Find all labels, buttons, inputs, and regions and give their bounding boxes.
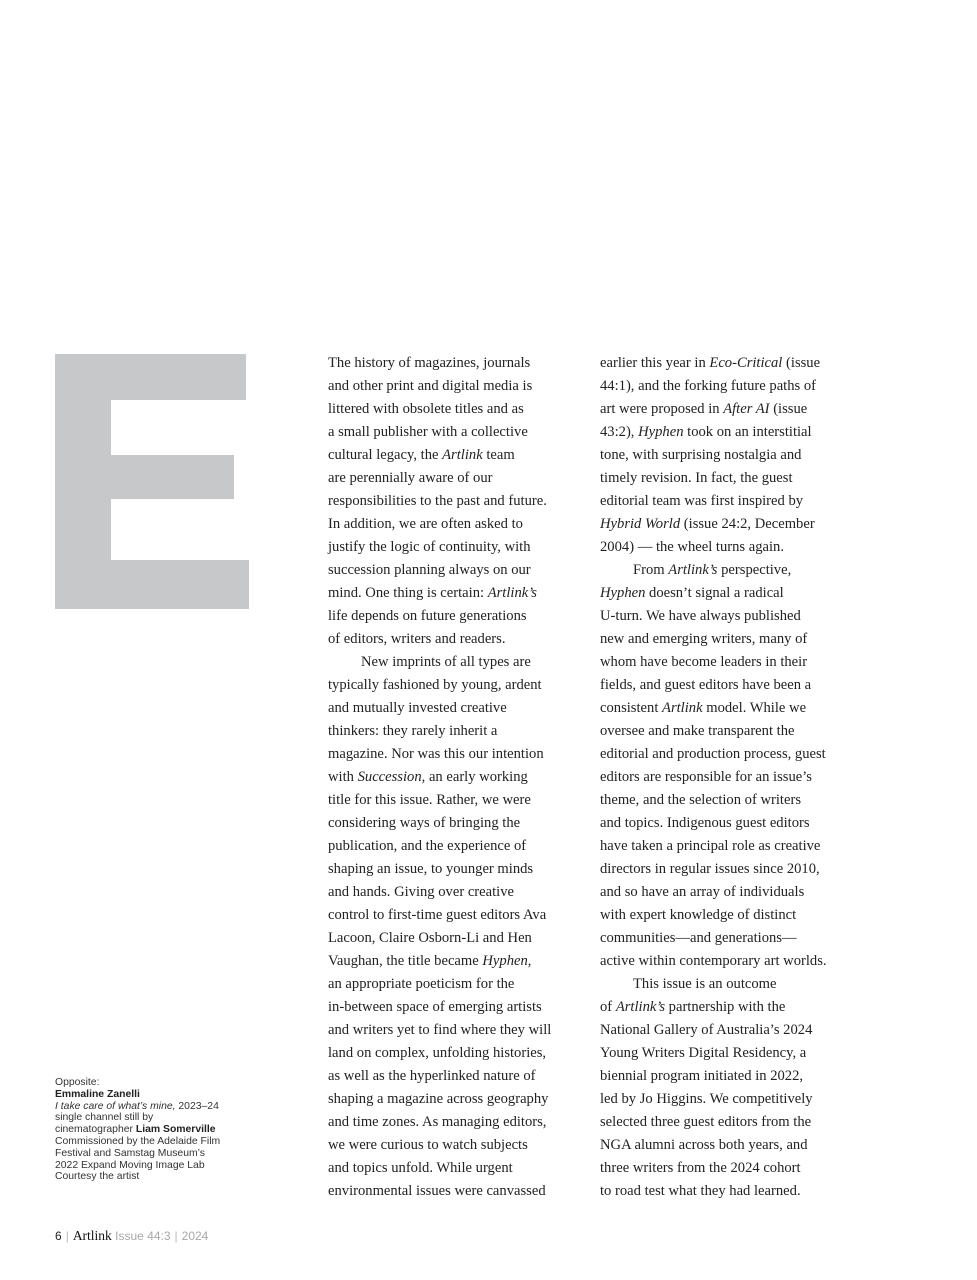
- text-run: 43:2),: [600, 424, 639, 440]
- text-run: have taken a principal role as creative: [600, 838, 821, 854]
- text-line: [328, 605, 586, 628]
- text-line: [55, 1089, 255, 1101]
- text-run: In addition, we are often asked to: [328, 516, 523, 532]
- text-line: [600, 1065, 862, 1088]
- text-run: earlier this year in: [600, 355, 710, 371]
- footer-separator: |: [65, 1229, 69, 1243]
- text-line: [328, 1019, 586, 1042]
- body-column-1: [328, 352, 586, 1203]
- text-run: publication, and the experience of: [328, 838, 527, 854]
- text-line: [600, 996, 862, 1019]
- text-run: The history of magazines, journals: [328, 355, 531, 371]
- text-line: [600, 904, 862, 927]
- text-run: communities—and generations—: [600, 930, 797, 946]
- text-line: [328, 352, 586, 375]
- text-line: [328, 1157, 586, 1180]
- text-line: [328, 1134, 586, 1157]
- text-line: [328, 513, 586, 536]
- text-line: [328, 743, 586, 766]
- italic-text: Artlink’s: [668, 562, 718, 578]
- text-line: [328, 1088, 586, 1111]
- text-run: This issue is an outcome: [633, 976, 777, 992]
- text-line: [328, 1042, 586, 1065]
- text-line: [600, 536, 862, 559]
- image-caption: [55, 1077, 255, 1183]
- text-line: [600, 398, 862, 421]
- text-line: [600, 927, 862, 950]
- text-run: Commissioned by the Adelaide Film: [55, 1135, 221, 1147]
- text-line: [55, 1171, 255, 1183]
- text-line: [328, 1065, 586, 1088]
- text-run: partnership with the: [665, 999, 786, 1015]
- bold-text: Liam Somerville: [135, 1124, 216, 1136]
- text-run: From: [633, 562, 669, 578]
- drop-cap-e-shape: [55, 354, 249, 609]
- text-run: and other print and digital media is: [328, 378, 533, 394]
- italic-text: Artlink: [442, 447, 483, 463]
- text-run: with: [328, 769, 358, 785]
- text-run: are perennially aware of our: [328, 470, 493, 486]
- text-line: [55, 1077, 255, 1089]
- text-line: [600, 582, 862, 605]
- text-run: perspective,: [717, 562, 792, 578]
- text-run: Young Writers Digital Residency, a: [600, 1045, 807, 1061]
- text-run: an appropriate poeticism for the: [328, 976, 515, 992]
- text-line: [600, 444, 862, 467]
- text-run: in-between space of emerging artists: [328, 999, 542, 1015]
- text-run: and topics unfold. While urgent: [328, 1160, 513, 1176]
- text-line: [328, 789, 586, 812]
- text-run: to road test what they had learned.: [600, 1183, 801, 1199]
- italic-text: I take care of what’s mine,: [55, 1100, 176, 1112]
- text-line: [55, 1136, 255, 1148]
- bold-text: Emmaline Zanelli: [55, 1088, 140, 1100]
- text-line: [55, 1160, 255, 1172]
- text-line: [328, 904, 586, 927]
- text-run: timely revision. In fact, the guest: [600, 470, 793, 486]
- text-line: [328, 950, 586, 973]
- text-line: [600, 697, 862, 720]
- text-line: [328, 835, 586, 858]
- text-line: [600, 1111, 862, 1134]
- text-line: [600, 375, 862, 398]
- text-line: [600, 421, 862, 444]
- text-run: shaping a magazine across geography: [328, 1091, 549, 1107]
- publication-name: Artlink: [72, 1228, 112, 1243]
- text-run: 2023–24: [175, 1100, 219, 1112]
- text-line: [328, 766, 586, 789]
- text-run: NGA alumni across both years, and: [600, 1137, 808, 1153]
- text-run: directors in regular issues since 2010,: [600, 861, 820, 877]
- text-run: tone, with surprising nostalgia and: [600, 447, 802, 463]
- text-run: and writers yet to find where they will: [328, 1022, 552, 1038]
- text-run: 2022 Expand Moving Image Lab: [55, 1159, 205, 1171]
- text-run: life depends on future generations: [328, 608, 527, 624]
- page-footer: [55, 1228, 208, 1244]
- text-line: [328, 858, 586, 881]
- text-run: Vaughan, the title became: [328, 953, 483, 969]
- text-run: responsibilities to the past and future.: [328, 493, 547, 509]
- italic-text: Eco-Critical: [709, 355, 783, 371]
- text-run: and hands. Giving over creative: [328, 884, 515, 900]
- text-line: [600, 789, 862, 812]
- issue-number: Issue 44:3: [115, 1229, 171, 1243]
- text-line: [600, 973, 862, 996]
- text-run: led by Jo Higgins. We competitively: [600, 1091, 813, 1107]
- text-run: oversee and make transparent the: [600, 723, 795, 739]
- text-line: [600, 559, 862, 582]
- text-run: team: [482, 447, 515, 463]
- text-line: [600, 1088, 862, 1111]
- text-line: [600, 835, 862, 858]
- text-line: [55, 1148, 255, 1160]
- text-line: [600, 812, 862, 835]
- text-line: [328, 881, 586, 904]
- text-line: [600, 352, 862, 375]
- text-run: new and emerging writers, many of: [600, 631, 808, 647]
- publication-year: 2024: [181, 1229, 209, 1243]
- text-run: environmental issues were canvassed: [328, 1183, 546, 1199]
- italic-text: Artlink’s: [487, 585, 537, 601]
- text-line: [328, 398, 586, 421]
- text-run: ,: [527, 953, 532, 969]
- text-line: [600, 766, 862, 789]
- text-line: [600, 881, 862, 904]
- text-run: doesn’t signal a radical: [645, 585, 784, 601]
- text-line: [55, 1101, 255, 1113]
- body-column-2: [600, 352, 862, 1203]
- text-run: U-turn. We have always published: [600, 608, 801, 624]
- text-run: of editors, writers and readers.: [328, 631, 506, 647]
- text-run: with expert knowledge of distinct: [600, 907, 797, 923]
- text-run: and mutually invested creative: [328, 700, 507, 716]
- text-line: [55, 1124, 255, 1136]
- text-line: [328, 996, 586, 1019]
- text-line: [600, 651, 862, 674]
- text-run: and so have an array of individuals: [600, 884, 805, 900]
- drop-cap-letter: [55, 354, 249, 609]
- text-line: [600, 743, 862, 766]
- text-run: Lacoon, Claire Osborn-Li and Hen: [328, 930, 532, 946]
- text-run: of: [600, 999, 616, 1015]
- text-line: [328, 628, 586, 651]
- text-run: (issue 24:2, December: [680, 516, 815, 532]
- text-run: editorial team was first inspired by: [600, 493, 804, 509]
- text-line: [328, 559, 586, 582]
- text-line: [328, 375, 586, 398]
- text-run: littered with obsolete titles and as: [328, 401, 524, 417]
- text-line: [328, 1180, 586, 1203]
- text-run: 44:1), and the forking future paths of: [600, 378, 817, 394]
- text-run: took on an interstitial: [683, 424, 812, 440]
- text-line: [328, 697, 586, 720]
- italic-text: After AI: [723, 401, 770, 417]
- text-line: [328, 444, 586, 467]
- text-line: [600, 490, 862, 513]
- text-run: succession planning always on our: [328, 562, 531, 578]
- italic-text: Hyphen: [600, 585, 646, 601]
- text-run: thinkers: they rarely inherit a: [328, 723, 498, 739]
- text-run: Festival and Samstag Museum’s: [55, 1147, 205, 1159]
- text-run: three writers from the 2024 cohort: [600, 1160, 801, 1176]
- text-run: cinematographer: [55, 1124, 136, 1136]
- text-line: [328, 582, 586, 605]
- text-line: [600, 1157, 862, 1180]
- text-run: considering ways of bringing the: [328, 815, 521, 831]
- text-line: [600, 1134, 862, 1157]
- text-run: as well as the hyperlinked nature of: [328, 1068, 536, 1084]
- text-line: [600, 858, 862, 881]
- text-line: [328, 720, 586, 743]
- text-run: National Gallery of Australia’s 2024: [600, 1022, 813, 1038]
- text-line: [600, 1180, 862, 1203]
- italic-text: Artlink’s: [615, 999, 666, 1015]
- text-run: 2004) — the wheel turns again.: [600, 539, 784, 555]
- text-line: [328, 674, 586, 697]
- text-line: [328, 467, 586, 490]
- text-run: title for this issue. Rather, we were: [328, 792, 531, 808]
- text-line: [55, 1112, 255, 1124]
- text-run: theme, and the selection of writers: [600, 792, 801, 808]
- text-run: editors are responsible for an issue’s: [600, 769, 812, 785]
- text-line: [600, 513, 862, 536]
- text-run: shaping an issue, to younger minds: [328, 861, 534, 877]
- text-run: control to first-time guest editors Ava: [328, 907, 547, 923]
- text-line: [328, 812, 586, 835]
- text-line: [328, 490, 586, 513]
- text-run: fields, and guest editors have been a: [600, 677, 812, 693]
- text-line: [328, 421, 586, 444]
- text-run: active within contemporary art worlds.: [600, 953, 827, 969]
- text-run: (issue: [782, 355, 821, 371]
- text-line: [600, 720, 862, 743]
- text-line: [600, 467, 862, 490]
- text-run: a small publisher with a collective: [328, 424, 528, 440]
- text-run: consistent: [600, 700, 663, 716]
- text-run: Opposite:: [55, 1077, 100, 1088]
- text-line: [328, 536, 586, 559]
- italic-text: Hyphen: [638, 424, 684, 440]
- text-line: [328, 973, 586, 996]
- text-run: and topics. Indigenous guest editors: [600, 815, 810, 831]
- text-run: selected three guest editors from the: [600, 1114, 812, 1130]
- text-run: cultural legacy, the: [328, 447, 443, 463]
- text-run: whom have become leaders in their: [600, 654, 808, 670]
- text-run: and time zones. As managing editors,: [328, 1114, 547, 1130]
- italic-text: Hyphen: [482, 953, 528, 969]
- text-run: land on complex, unfolding histories,: [328, 1045, 547, 1061]
- text-run: Courtesy the artist: [55, 1171, 140, 1183]
- page-number: 6: [55, 1229, 62, 1243]
- text-run: mind. One thing is certain:: [328, 585, 488, 601]
- text-line: [600, 1042, 862, 1065]
- footer-separator: |: [174, 1229, 178, 1243]
- text-line: [600, 605, 862, 628]
- text-run: New imprints of all types are: [361, 654, 531, 670]
- text-run: typically fashioned by young, ardent: [328, 677, 542, 693]
- text-run: biennial program initiated in 2022,: [600, 1068, 804, 1084]
- italic-text: Succession: [357, 769, 422, 785]
- italic-text: Artlink: [662, 700, 703, 716]
- text-line: [600, 950, 862, 973]
- text-run: , an early working: [421, 769, 528, 785]
- text-run: single channel still by: [55, 1112, 154, 1124]
- text-run: we were curious to watch subjects: [328, 1137, 528, 1153]
- text-run: justify the logic of continuity, with: [328, 539, 531, 555]
- text-line: [600, 1019, 862, 1042]
- text-run: editorial and production process, guest: [600, 746, 826, 762]
- text-line: [328, 651, 586, 674]
- text-run: model. While we: [702, 700, 807, 716]
- text-line: [328, 927, 586, 950]
- text-line: [600, 674, 862, 697]
- text-run: art were proposed in: [600, 401, 724, 417]
- text-line: [328, 1111, 586, 1134]
- text-line: [600, 628, 862, 651]
- italic-text: Hybrid World: [600, 516, 681, 532]
- text-run: magazine. Nor was this our intention: [328, 746, 544, 762]
- text-run: (issue: [769, 401, 808, 417]
